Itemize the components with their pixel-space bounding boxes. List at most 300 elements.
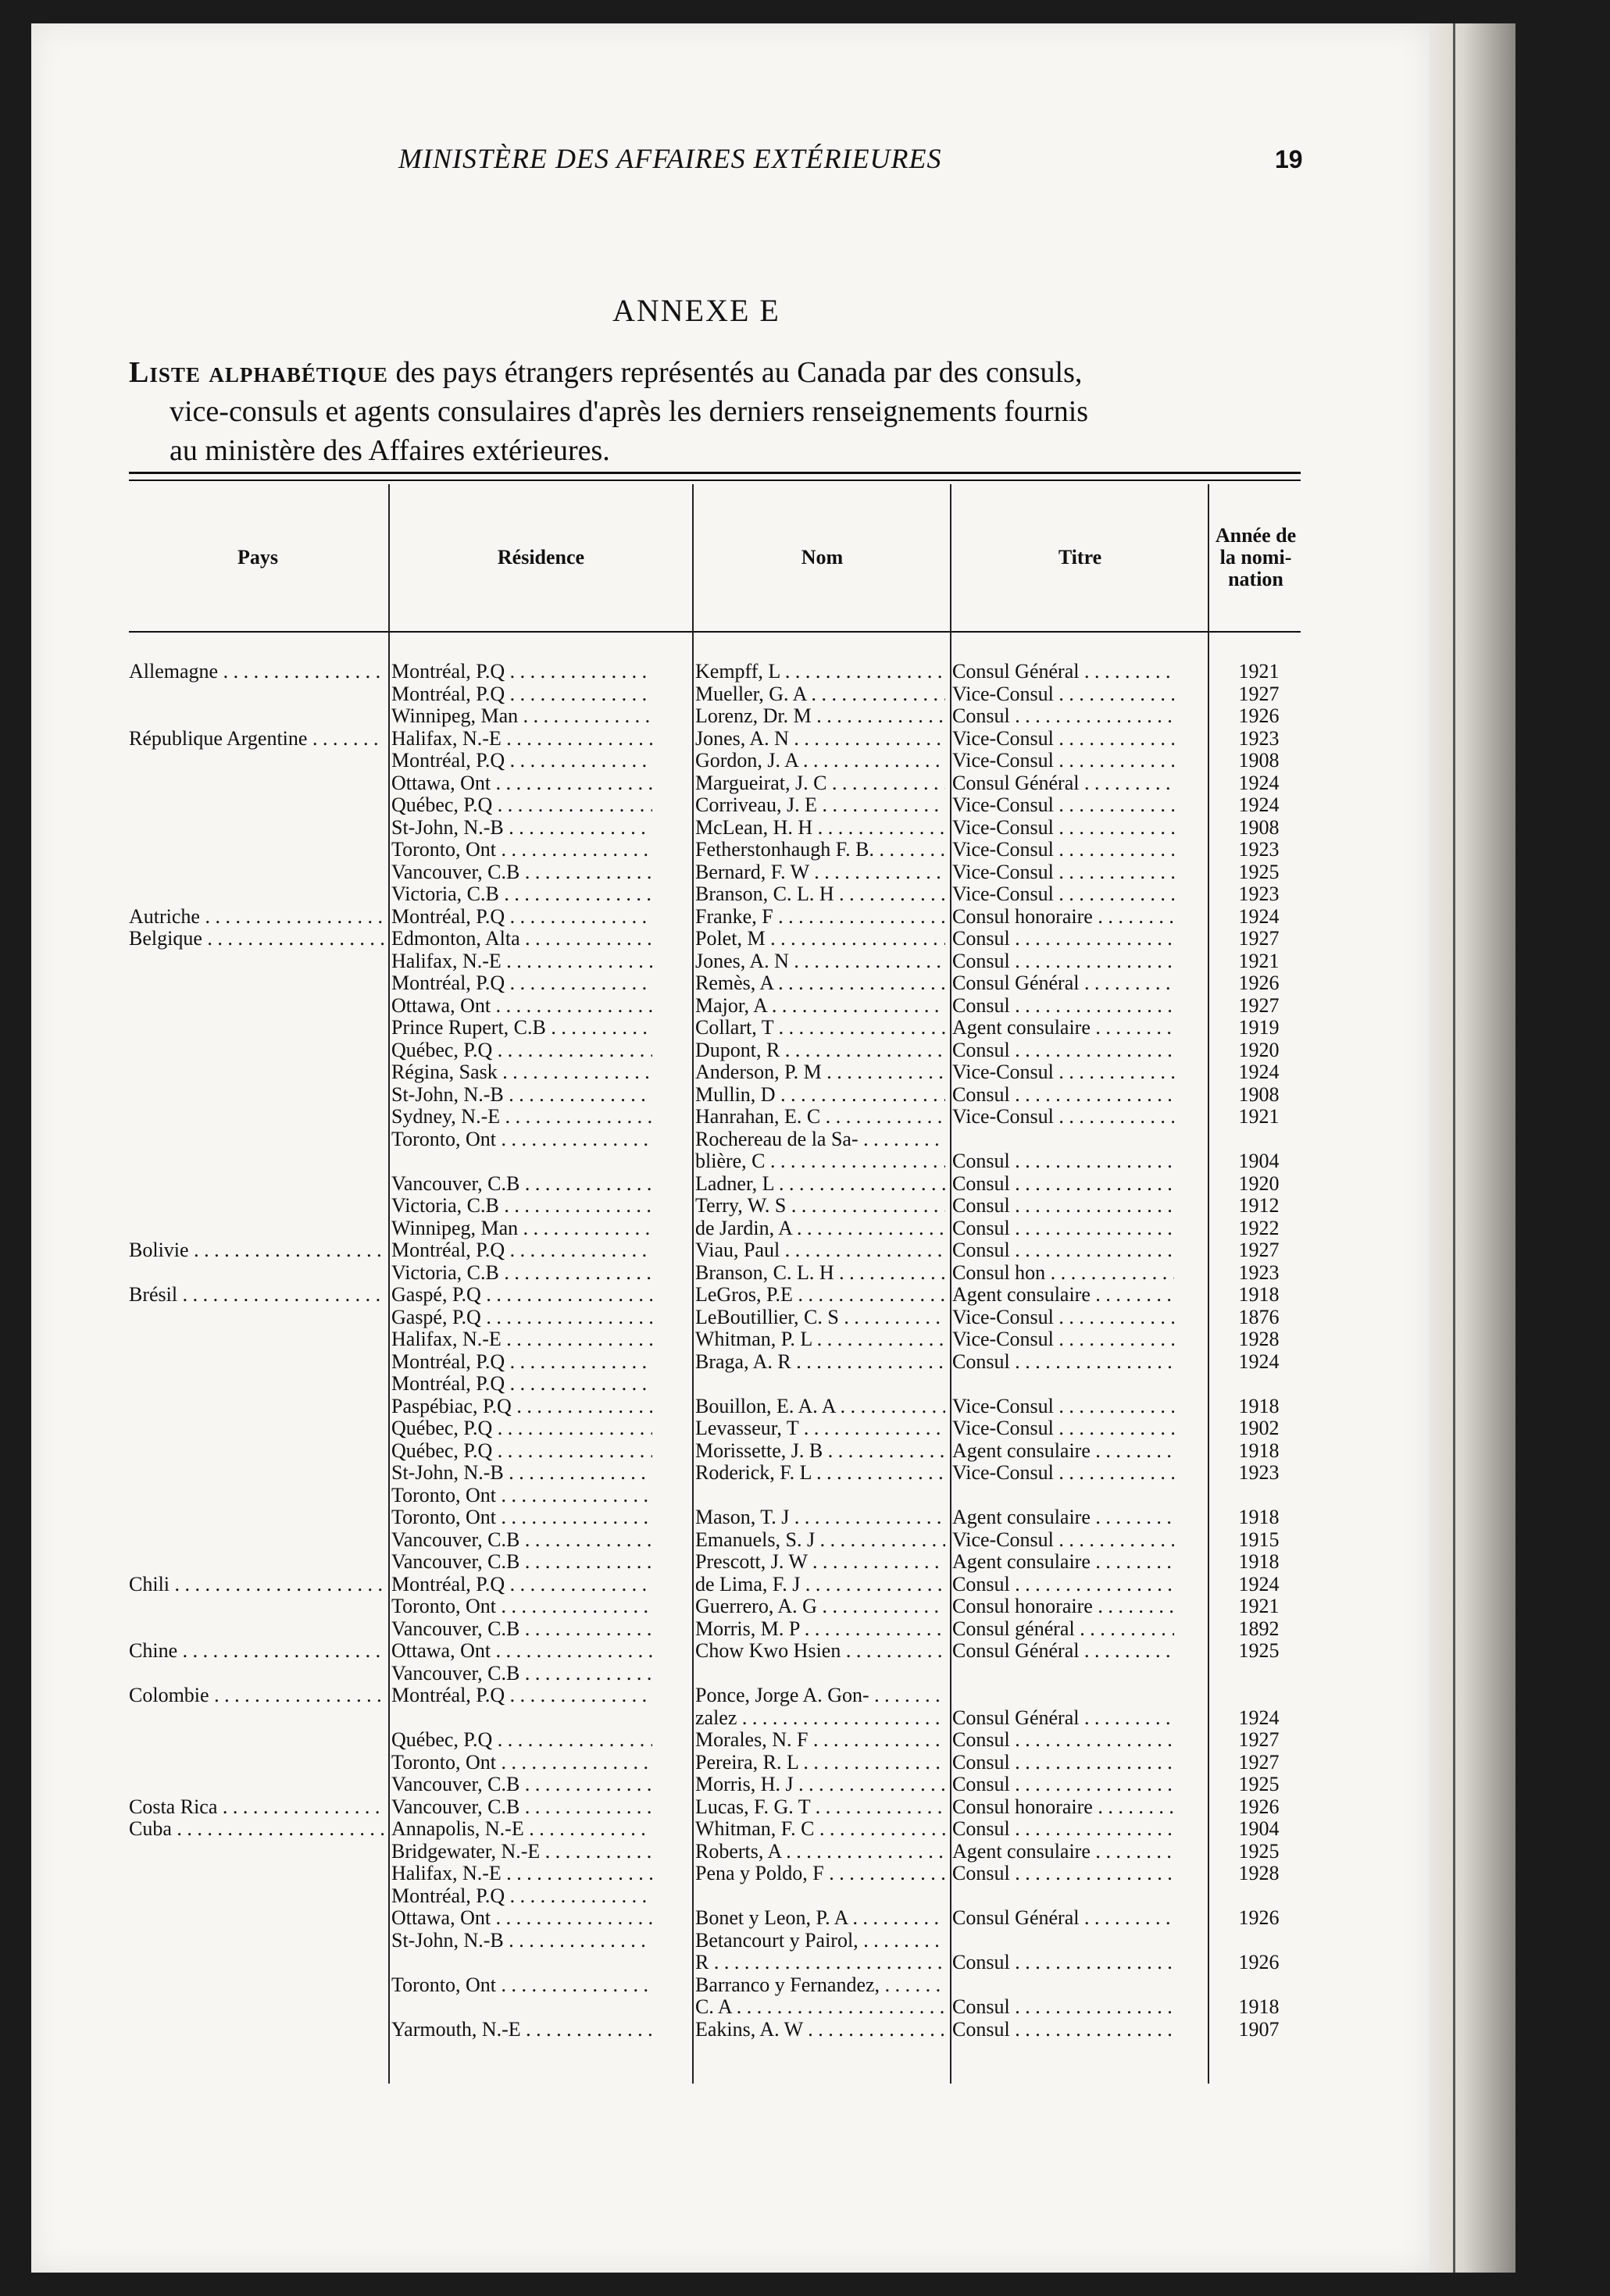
cell-nom: Mueller, G. A . . . xyxy=(695,683,945,706)
cell-residence: St-John, N.-B . . . xyxy=(391,1462,652,1485)
cell-nom: Anderson, P. M . . . xyxy=(695,1061,945,1084)
cell-nom: Gordon, J. A . . . xyxy=(695,750,945,772)
cell-annee: 1912 xyxy=(1238,1195,1280,1217)
intro-line-1: des pays étrangers représentés au Canada par des consuls, xyxy=(387,356,1083,389)
cell-annee: 1923 xyxy=(1238,839,1280,861)
header-bottom-rule xyxy=(129,631,1301,633)
cell-nom: Rochereau de la Sa- . . . xyxy=(695,1128,945,1151)
cell-nom: Terry, W. S . . . xyxy=(695,1195,945,1218)
cell-annee: 1924 xyxy=(1238,1350,1280,1373)
cell-titre: Consul . . . xyxy=(952,1952,1174,1974)
cell-annee: 1921 xyxy=(1238,1595,1280,1617)
column-header-pays: Pays xyxy=(237,546,278,569)
table-row xyxy=(129,750,1301,772)
cell-titre: Consul général . . . xyxy=(952,1618,1174,1641)
cell-annee: 1918 xyxy=(1238,1996,1280,2018)
cell-residence: Ottawa, Ont . . . xyxy=(391,995,652,1018)
cell-annee: 1908 xyxy=(1238,816,1280,839)
cell-residence: Québec, P.Q . . . xyxy=(391,1729,652,1752)
cell-titre: Consul . . . xyxy=(952,1084,1174,1107)
cell-nom: blière, C . . . xyxy=(695,1150,945,1173)
intro-lead: Liste alphabétique xyxy=(129,356,388,389)
column-header-nom: Nom xyxy=(801,546,844,569)
cell-annee: 1924 xyxy=(1238,905,1280,928)
table-row xyxy=(129,861,1301,884)
cell-titre: Consul Général . . . xyxy=(952,772,1174,795)
cell-residence: Victoria, C.B . . . xyxy=(391,1195,652,1218)
cell-nom: Branson, C. L. H . . . xyxy=(695,1262,945,1285)
cell-titre: Vice-Consul . . . xyxy=(952,817,1174,840)
cell-nom: Eakins, A. W . . . xyxy=(695,2019,945,2041)
cell-annee: 1919 xyxy=(1238,1017,1280,1039)
cell-titre: Agent consulaire . . . xyxy=(952,1551,1174,1574)
table-row xyxy=(129,1818,1301,1841)
cell-residence: Halifax, N.-E . . . xyxy=(391,950,652,973)
column-header-titre: Titre xyxy=(1058,546,1102,569)
cell-titre: Vice-Consul . . . xyxy=(952,1396,1174,1418)
cell-nom: Branson, C. L. H . . . xyxy=(695,883,945,906)
cell-residence: Winnipeg, Man . . . xyxy=(391,1218,652,1240)
cell-titre: Vice-Consul . . . xyxy=(952,794,1174,817)
cell-nom: Bernard, F. W . . . xyxy=(695,861,945,884)
table-row xyxy=(129,1328,1301,1351)
cell-residence: Vancouver, C.B . . . xyxy=(391,1663,652,1685)
cell-annee: 1921 xyxy=(1238,950,1280,972)
cell-annee: 1923 xyxy=(1238,1261,1280,1284)
cell-titre: Consul honoraire . . . xyxy=(952,906,1174,929)
table-row xyxy=(129,1462,1301,1485)
cell-annee: 1928 xyxy=(1238,1328,1280,1350)
annexe-title: ANNEXE E xyxy=(612,293,780,328)
table-top-rule-thin xyxy=(129,480,1301,481)
cell-annee: 1924 xyxy=(1238,1061,1280,1083)
cell-nom: Roberts, A . . . xyxy=(695,1841,945,1863)
cell-residence: Montréal, P.Q . . . xyxy=(391,1885,652,1908)
cell-residence: Paspébiac, P.Q . . . xyxy=(391,1396,652,1418)
cell-nom: Morris, M. P . . . xyxy=(695,1618,945,1641)
cell-annee: 1927 xyxy=(1238,1239,1280,1261)
cell-nom: Whitman, F. C . . . xyxy=(695,1818,945,1841)
table-row xyxy=(129,1752,1301,1774)
cell-residence: Bridgewater, N.-E . . . xyxy=(391,1841,652,1863)
cell-residence: Toronto, Ont . . . xyxy=(391,839,652,861)
table-top-rule xyxy=(129,472,1301,474)
cell-pays: Colombie . . . xyxy=(129,1685,384,1707)
table-row xyxy=(129,1284,1301,1307)
cell-residence: Vancouver, C.B . . . xyxy=(391,1618,652,1641)
table-row xyxy=(129,1351,1301,1374)
cell-annee: 1924 xyxy=(1238,1573,1280,1595)
cell-pays: Brésil . . . xyxy=(129,1284,384,1307)
cell-annee: 1927 xyxy=(1238,1729,1280,1751)
table-row xyxy=(129,1017,1301,1039)
cell-annee: 1923 xyxy=(1238,1462,1280,1484)
table-row xyxy=(129,1239,1301,1262)
table-row xyxy=(129,1506,1301,1529)
cell-nom: Viau, Paul . . . xyxy=(695,1239,945,1262)
cell-titre: Consul Général . . . xyxy=(952,972,1174,995)
cell-residence: Toronto, Ont . . . xyxy=(391,1752,652,1774)
cell-titre: Consul . . . xyxy=(952,1774,1174,1796)
cell-nom: Bonet y Leon, P. A . . . xyxy=(695,1907,945,1930)
cell-titre: Vice-Consul . . . xyxy=(952,683,1174,706)
cell-pays: Cuba . . . xyxy=(129,1818,384,1841)
cell-residence: St-John, N.-B . . . xyxy=(391,1084,652,1107)
cell-residence: St-John, N.-B . . . xyxy=(391,817,652,840)
cell-nom: Guerrero, A. G . . . xyxy=(695,1595,945,1618)
cell-titre: Consul . . . xyxy=(952,950,1174,973)
cell-titre: Consul . . . xyxy=(952,1218,1174,1240)
cell-nom: de Jardin, A . . . xyxy=(695,1218,945,1240)
cell-pays: Bolivie . . . xyxy=(129,1239,384,1262)
cell-annee: 1876 xyxy=(1238,1306,1280,1328)
cell-residence: Vancouver, C.B . . . xyxy=(391,1529,652,1552)
cell-residence: Annapolis, N.-E . . . xyxy=(391,1818,652,1841)
table-row xyxy=(129,1128,1301,1151)
table-row xyxy=(129,1930,1301,1952)
cell-titre: Vice-Consul . . . xyxy=(952,1061,1174,1084)
table-row xyxy=(129,883,1301,906)
cell-annee: 1902 xyxy=(1238,1417,1280,1439)
cell-residence: Halifax, N.-E . . . xyxy=(391,1328,652,1351)
running-title: MINISTÈRE DES AFFAIRES EXTÉRIEURES xyxy=(398,143,942,174)
cell-titre: Consul hon . . . xyxy=(952,1262,1174,1285)
cell-residence: Ottawa, Ont . . . xyxy=(391,1907,652,1930)
cell-residence: Québec, P.Q . . . xyxy=(391,794,652,817)
table-row xyxy=(129,1262,1301,1285)
cell-annee: 1892 xyxy=(1238,1617,1280,1640)
table-row xyxy=(129,772,1301,795)
cell-titre: Agent consulaire . . . xyxy=(952,1440,1174,1463)
cell-annee: 1926 xyxy=(1238,705,1280,727)
table-row xyxy=(129,1373,1301,1396)
cell-residence: Montréal, P.Q . . . xyxy=(391,1574,652,1596)
cell-residence: Montréal, P.Q . . . xyxy=(391,683,652,706)
cell-nom: Bouillon, E. A. A . . . xyxy=(695,1396,945,1418)
cell-nom: Polet, M . . . xyxy=(695,928,945,950)
cell-titre: Consul Général . . . xyxy=(952,661,1174,683)
cell-titre: Vice-Consul . . . xyxy=(952,1417,1174,1440)
cell-residence: Montréal, P.Q . . . xyxy=(391,1685,652,1707)
cell-nom: Morissette, J. B . . . xyxy=(695,1440,945,1463)
table-row xyxy=(129,1841,1301,1863)
cell-pays: Chili . . . xyxy=(129,1574,384,1596)
cell-nom: Pereira, R. L . . . xyxy=(695,1752,945,1774)
table-row xyxy=(129,1796,1301,1819)
cell-residence: Vancouver, C.B . . . xyxy=(391,1774,652,1796)
table-row xyxy=(129,1974,1301,1997)
cell-residence: St-John, N.-B . . . xyxy=(391,1930,652,1952)
table-row xyxy=(129,817,1301,840)
cell-nom: Morris, H. J . . . xyxy=(695,1774,945,1796)
table-row xyxy=(129,1173,1301,1196)
table-row xyxy=(129,1685,1301,1707)
table-row xyxy=(129,1729,1301,1752)
cell-residence: Québec, P.Q . . . xyxy=(391,1440,652,1463)
table-row xyxy=(129,1195,1301,1218)
cell-titre: Consul . . . xyxy=(952,1818,1174,1841)
table-row xyxy=(129,995,1301,1018)
cell-nom: Chow Kwo Hsien . . . xyxy=(695,1640,945,1663)
cell-residence: Montréal, P.Q . . . xyxy=(391,1351,652,1374)
cell-titre: Consul . . . xyxy=(952,1039,1174,1062)
cell-nom: Levasseur, T . . . xyxy=(695,1417,945,1440)
cell-residence: Toronto, Ont . . . xyxy=(391,1485,652,1507)
table-row xyxy=(129,1907,1301,1930)
cell-nom: zalez . . . xyxy=(695,1707,945,1730)
cell-annee: 1918 xyxy=(1238,1439,1280,1462)
cell-nom: McLean, H. H . . . xyxy=(695,817,945,840)
table-row xyxy=(129,1885,1301,1908)
cell-nom: Whitman, P. L . . . xyxy=(695,1328,945,1351)
cell-titre: Consul . . . xyxy=(952,995,1174,1018)
cell-nom: Pena y Poldo, F . . . xyxy=(695,1863,945,1885)
cell-annee: 1926 xyxy=(1238,1795,1280,1818)
cell-annee: 1918 xyxy=(1238,1395,1280,1417)
cell-nom: Collart, T . . . xyxy=(695,1017,945,1039)
cell-nom: Dupont, R . . . xyxy=(695,1039,945,1062)
cell-annee: 1924 xyxy=(1238,772,1280,794)
table-row xyxy=(129,1640,1301,1663)
cell-titre: Consul honoraire . . . xyxy=(952,1595,1174,1618)
cell-titre: Agent consulaire . . . xyxy=(952,1841,1174,1863)
cell-residence: Montréal, P.Q . . . xyxy=(391,1239,652,1262)
cell-residence: Vancouver, C.B . . . xyxy=(391,1551,652,1574)
cell-nom: R . . . xyxy=(695,1952,945,1974)
cell-annee: 1918 xyxy=(1238,1551,1280,1573)
cell-titre: Vice-Consul . . . xyxy=(952,883,1174,906)
table-row xyxy=(129,928,1301,950)
cell-residence: Montréal, P.Q . . . xyxy=(391,1373,652,1396)
cell-residence: Montréal, P.Q . . . xyxy=(391,906,652,929)
cell-titre: Vice-Consul . . . xyxy=(952,728,1174,750)
cell-nom: Lorenz, Dr. M . . . xyxy=(695,705,945,728)
table-row xyxy=(129,1039,1301,1062)
cell-annee: 1918 xyxy=(1238,1284,1280,1306)
cell-annee: 1928 xyxy=(1238,1863,1280,1884)
cell-pays: Allemagne . . . xyxy=(129,661,384,683)
cell-nom: Morales, N. F . . . xyxy=(695,1729,945,1752)
cell-nom: Mullin, D . . . xyxy=(695,1084,945,1107)
cell-annee: 1925 xyxy=(1238,861,1280,883)
cell-titre: Vice-Consul . . . xyxy=(952,1106,1174,1128)
table-row xyxy=(129,1574,1301,1596)
cell-residence: Yarmouth, N.-E . . . xyxy=(391,2019,652,2041)
cell-titre: Consul . . . xyxy=(952,1150,1174,1173)
cell-residence: Victoria, C.B . . . xyxy=(391,883,652,906)
table-row xyxy=(129,2019,1301,2041)
table-row xyxy=(129,1952,1301,1974)
cell-residence: Toronto, Ont . . . xyxy=(391,1595,652,1618)
cell-pays: Autriche . . . xyxy=(129,906,384,929)
cell-residence: Edmonton, Alta . . . xyxy=(391,928,652,950)
cell-annee: 1920 xyxy=(1238,1172,1280,1195)
cell-nom: de Lima, F. J . . . xyxy=(695,1574,945,1596)
cell-nom: Major, A . . . xyxy=(695,995,945,1018)
cell-nom: Betancourt y Pairol, . . . xyxy=(695,1930,945,1952)
cell-titre: Vice-Consul . . . xyxy=(952,1328,1174,1351)
table-row xyxy=(129,794,1301,817)
cell-residence: Québec, P.Q . . . xyxy=(391,1039,652,1062)
column-header-residence: Résidence xyxy=(497,546,585,569)
table-row xyxy=(129,1417,1301,1440)
table-row xyxy=(129,1084,1301,1107)
cell-titre: Consul honoraire . . . xyxy=(952,1796,1174,1819)
table-row xyxy=(129,1396,1301,1418)
cell-annee: 1923 xyxy=(1238,883,1280,905)
cell-annee: 1927 xyxy=(1238,994,1280,1017)
cell-titre: Vice-Consul . . . xyxy=(952,1462,1174,1485)
cell-titre: Consul . . . xyxy=(952,928,1174,950)
table-row xyxy=(129,728,1301,750)
cell-nom: Margueirat, J. C . . . xyxy=(695,772,945,795)
cell-annee: 1907 xyxy=(1238,2018,1280,2041)
cell-annee: 1927 xyxy=(1238,1751,1280,1774)
cell-nom: Prescott, J. W . . . xyxy=(695,1551,945,1574)
cell-nom: Mason, T. J . . . xyxy=(695,1506,945,1529)
cell-residence: Régina, Sask . . . xyxy=(391,1061,652,1084)
cell-pays: République Argentine . . . xyxy=(129,728,384,750)
cell-titre: Consul . . . xyxy=(952,1996,1174,2019)
cell-annee: 1924 xyxy=(1238,1706,1280,1729)
cell-titre: Consul Général . . . xyxy=(952,1707,1174,1730)
cell-annee: 1904 xyxy=(1238,1818,1280,1840)
table-row xyxy=(129,1150,1301,1173)
cell-annee: 1926 xyxy=(1238,1952,1280,1973)
intro-paragraph xyxy=(129,353,1316,470)
table-row xyxy=(129,1863,1301,1885)
cell-titre: Consul . . . xyxy=(952,2019,1174,2041)
consul-table xyxy=(129,661,1301,2041)
cell-residence: Winnipeg, Man . . . xyxy=(391,705,652,728)
cell-titre: Consul . . . xyxy=(952,1729,1174,1752)
cell-annee: 1925 xyxy=(1238,1840,1280,1863)
cell-nom: Roderick, F. L . . . xyxy=(695,1462,945,1485)
cell-nom: C. A . . . xyxy=(695,1996,945,2019)
intro-line-2: vice-consuls et agents consulaires d'après les derniers renseignements fournis xyxy=(170,395,1089,428)
cell-annee: 1927 xyxy=(1238,928,1280,950)
cell-titre: Consul . . . xyxy=(952,1574,1174,1596)
cell-residence: Ottawa, Ont . . . xyxy=(391,1640,652,1663)
cell-nom: Lucas, F. G. T . . . xyxy=(695,1796,945,1819)
cell-residence: Toronto, Ont . . . xyxy=(391,1506,652,1529)
table-row xyxy=(129,705,1301,728)
cell-titre: Vice-Consul . . . xyxy=(952,861,1174,884)
table-row xyxy=(129,972,1301,995)
cell-residence: Québec, P.Q . . . xyxy=(391,1417,652,1440)
page-binding-edge xyxy=(1430,23,1515,2273)
cell-nom: Braga, A. R . . . xyxy=(695,1351,945,1374)
cell-annee: 1922 xyxy=(1238,1217,1280,1239)
page-number: 19 xyxy=(1275,145,1303,173)
cell-titre: Vice-Consul . . . xyxy=(952,1529,1174,1552)
intro-line-3: au ministère des Affaires extérieures. xyxy=(170,434,610,467)
cell-annee: 1924 xyxy=(1238,794,1280,816)
cell-annee: 1926 xyxy=(1238,972,1280,994)
cell-annee: 1920 xyxy=(1238,1039,1280,1061)
cell-nom: Franke, F . . . xyxy=(695,906,945,929)
cell-nom: Remès, A . . . xyxy=(695,972,945,995)
table-row xyxy=(129,1529,1301,1552)
cell-nom: LeGros, P.E . . . xyxy=(695,1284,945,1307)
cell-pays: Chine . . . xyxy=(129,1640,384,1663)
table-row xyxy=(129,1106,1301,1128)
cell-residence: Halifax, N.-E . . . xyxy=(391,728,652,750)
cell-annee: 1908 xyxy=(1238,750,1280,772)
table-row xyxy=(129,661,1301,683)
cell-annee: 1904 xyxy=(1238,1150,1280,1172)
cell-pays: Costa Rica . . . xyxy=(129,1796,384,1819)
cell-titre: Consul . . . xyxy=(952,1195,1174,1218)
cell-annee: 1921 xyxy=(1238,1106,1280,1128)
table-row xyxy=(129,1707,1301,1730)
cell-residence: Vancouver, C.B . . . xyxy=(391,861,652,884)
cell-residence: Victoria, C.B . . . xyxy=(391,1262,652,1285)
cell-titre: Consul . . . xyxy=(952,1863,1174,1885)
cell-annee: 1927 xyxy=(1238,683,1280,705)
cell-titre: Consul Général . . . xyxy=(952,1907,1174,1930)
cell-residence: Toronto, Ont . . . xyxy=(391,1974,652,1997)
cell-titre: Agent consulaire . . . xyxy=(952,1017,1174,1039)
table-row xyxy=(129,1774,1301,1796)
cell-residence: Montréal, P.Q . . . xyxy=(391,750,652,772)
table-row xyxy=(129,1440,1301,1463)
cell-titre: Consul . . . xyxy=(952,1351,1174,1374)
cell-nom: Emanuels, S. J . . . xyxy=(695,1529,945,1552)
cell-residence: Sydney, N.-E . . . xyxy=(391,1106,652,1128)
table-row xyxy=(129,1218,1301,1240)
table-row xyxy=(129,1307,1301,1329)
cell-residence: Vancouver, C.B . . . xyxy=(391,1796,652,1819)
cell-titre: Agent consulaire . . . xyxy=(952,1506,1174,1529)
cell-titre: Vice-Consul . . . xyxy=(952,1307,1174,1329)
cell-titre: Consul . . . xyxy=(952,705,1174,728)
table-row xyxy=(129,1551,1301,1574)
cell-nom: LeBoutillier, C. S . . . xyxy=(695,1307,945,1329)
table-row xyxy=(129,1663,1301,1685)
cell-annee: 1925 xyxy=(1238,1774,1280,1795)
cell-residence: Toronto, Ont . . . xyxy=(391,1128,652,1151)
table-row xyxy=(129,906,1301,929)
cell-residence: Montréal, P.Q . . . xyxy=(391,972,652,995)
cell-residence: Gaspé, P.Q . . . xyxy=(391,1307,652,1329)
cell-annee: 1908 xyxy=(1238,1083,1280,1106)
cell-annee: 1925 xyxy=(1238,1640,1280,1662)
cell-titre: Vice-Consul . . . xyxy=(952,750,1174,772)
table-row xyxy=(129,1061,1301,1084)
cell-titre: Agent consulaire . . . xyxy=(952,1284,1174,1307)
table-row xyxy=(129,950,1301,973)
cell-nom: Jones, A. N . . . xyxy=(695,728,945,750)
cell-residence: Prince Rupert, C.B . . . xyxy=(391,1017,652,1039)
cell-nom: Corriveau, J. E . . . xyxy=(695,794,945,817)
table-row xyxy=(129,1485,1301,1507)
cell-nom: Jones, A. N . . . xyxy=(695,950,945,973)
cell-pays: Belgique . . . xyxy=(129,928,384,950)
cell-nom: Barranco y Fernandez, . . . xyxy=(695,1974,945,1997)
cell-annee: 1926 xyxy=(1238,1907,1280,1929)
column-header-annee: Année de la nomi- nation xyxy=(1215,524,1297,590)
cell-nom: Fetherstonhaugh F. B. . . . xyxy=(695,839,945,861)
cell-nom: Ladner, L . . . xyxy=(695,1173,945,1196)
cell-residence: Halifax, N.-E . . . xyxy=(391,1863,652,1885)
cell-residence: Vancouver, C.B . . . xyxy=(391,1173,652,1196)
cell-residence: Montréal, P.Q . . . xyxy=(391,661,652,683)
table-row xyxy=(129,1996,1301,2019)
cell-titre: Consul Général . . . xyxy=(952,1640,1174,1663)
table-row xyxy=(129,1595,1301,1618)
table-row xyxy=(129,839,1301,861)
